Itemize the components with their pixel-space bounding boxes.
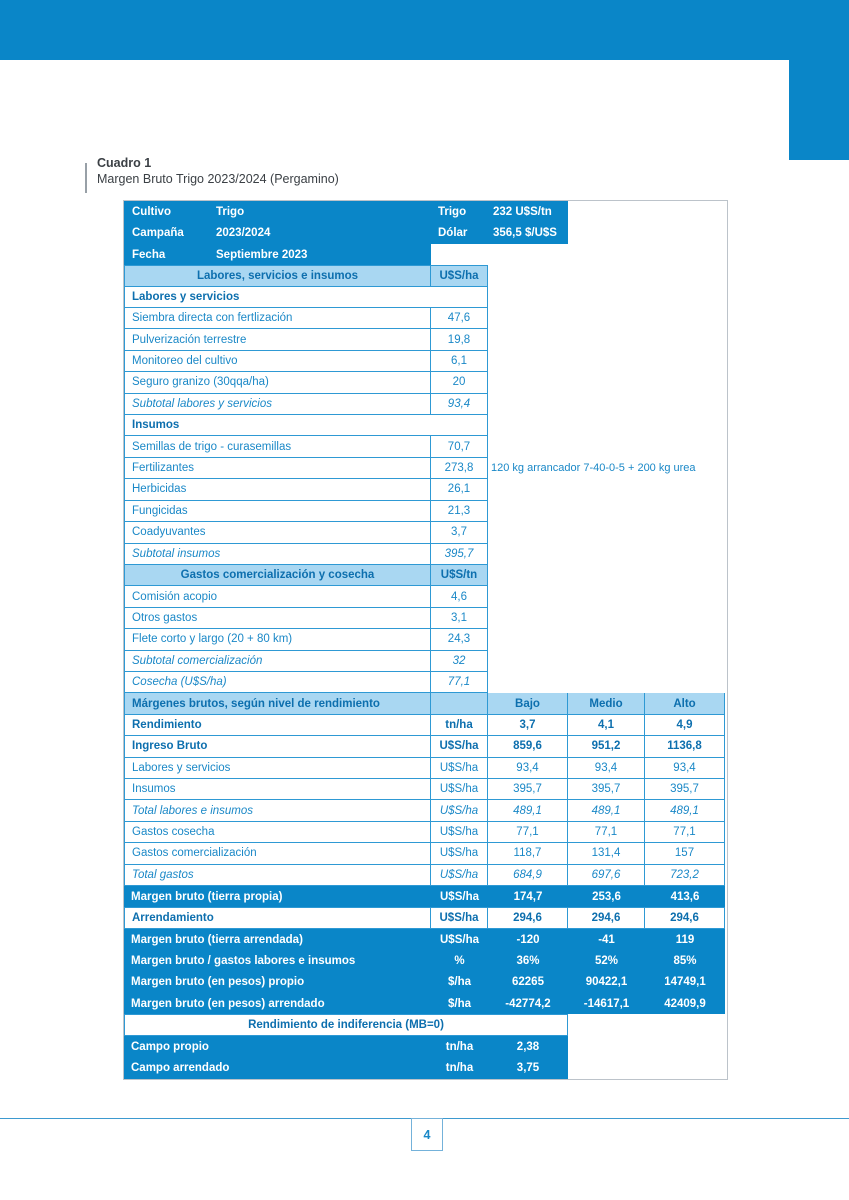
level-col-header: Alto — [645, 693, 725, 713]
cost-item-row — [124, 372, 488, 393]
margins-data-row — [124, 715, 725, 736]
margins-row-value: 253,6 — [592, 890, 621, 903]
margins-row-label: Gastos comercialización — [124, 843, 431, 863]
caption-rule — [85, 163, 87, 193]
info-right-label: Dólar — [438, 227, 468, 240]
cost-item-label: Pulverización terrestre — [124, 329, 431, 349]
margins-row-unit: $/ha — [447, 997, 471, 1010]
margins-row-unit: U$S/ha — [440, 933, 479, 946]
cost-item-label: Cosecha (U$S/ha) — [124, 672, 431, 692]
margins-row-value: 294,6 — [488, 908, 568, 927]
cost-item-label: Comisión acopio — [124, 586, 431, 606]
indifference-row-value: 3,75 — [516, 1061, 540, 1074]
margins-row-label: Gastos cosecha — [124, 822, 431, 842]
cost-item-label: Siembra directa con fertlización — [124, 308, 431, 328]
cost-item-row — [124, 308, 488, 329]
margins-row-unit: $/ha — [447, 976, 471, 989]
margins-row-value: 489,1 — [488, 800, 568, 820]
margins-header-label: Márgenes brutos, según nivel de rendimiento — [124, 693, 431, 713]
indifference-data-row — [124, 1057, 568, 1078]
info-label: Campaña — [132, 227, 184, 240]
margins-data-row — [124, 843, 725, 864]
info-value: 2023/2024 — [216, 227, 271, 240]
margins-row-label: Total gastos — [124, 865, 431, 885]
top-accent-band — [0, 0, 849, 60]
margins-data-row — [124, 800, 725, 821]
indifference-row-label: Campo arrendado — [131, 1061, 230, 1074]
section-header-row — [124, 565, 488, 586]
cost-item-row — [124, 586, 488, 607]
indifference-data-row — [124, 1036, 568, 1057]
info-label: Cultivo — [132, 205, 171, 218]
margins-row-value: 62265 — [512, 976, 544, 989]
margins-row-value: 119 — [675, 933, 695, 946]
margins-row-label: Total labores e insumos — [124, 800, 431, 820]
margins-row-unit: U$S/ha — [431, 758, 488, 778]
table-caption — [97, 155, 339, 187]
margins-row-value: 489,1 — [568, 800, 645, 820]
page-number-label: 4 — [423, 1127, 431, 1142]
margins-row-label: Labores y servicios — [124, 758, 431, 778]
cost-item-label: Fertilizantes — [124, 458, 431, 478]
margins-row-label: Insumos — [124, 779, 431, 799]
cost-item-label: Flete corto y largo (20 + 80 km) — [124, 629, 431, 649]
cost-item-label: Fungicidas — [124, 501, 431, 521]
cost-item-label: Otros gastos — [124, 608, 431, 628]
margins-row-value: 489,1 — [645, 800, 725, 820]
margins-highlight-row — [124, 993, 725, 1014]
margins-row-value: 52% — [594, 954, 619, 967]
margins-row-unit: U$S/ha — [431, 908, 488, 927]
indifference-header-label: Rendimiento de indiferencia (MB=0) — [124, 1015, 568, 1034]
cost-item-row — [124, 501, 488, 522]
indifference-row-value: 2,38 — [516, 1040, 540, 1053]
margins-row-value: 395,7 — [645, 779, 725, 799]
cost-item-value: 4,6 — [431, 586, 488, 606]
margins-row-value: 684,9 — [488, 865, 568, 885]
cost-item-label: Herbicidas — [124, 479, 431, 499]
info-right-value: 356,5 $/U$S — [493, 227, 557, 240]
page-number — [411, 1118, 443, 1151]
info-row — [124, 222, 568, 243]
margins-row-value: 14749,1 — [664, 976, 706, 989]
cost-item-value: 19,8 — [431, 329, 488, 349]
info-right-label: Trigo — [438, 205, 467, 218]
margins-row-value: 951,2 — [568, 736, 645, 756]
margins-row-value: 4,1 — [568, 715, 645, 735]
cost-item-value: 3,7 — [431, 522, 488, 542]
margins-row-value: 3,7 — [488, 715, 568, 735]
section-header-label: Gastos comercialización y cosecha — [124, 565, 431, 585]
margins-row-unit: U$S/ha — [431, 865, 488, 885]
margins-row-value: 294,6 — [645, 908, 725, 927]
margins-row-value: 36% — [516, 954, 540, 967]
cost-item-row — [124, 458, 696, 479]
caption-title: Margen Bruto Trigo 2023/2024 (Pergamino) — [97, 172, 339, 186]
margins-row-value: -42774,2 — [505, 997, 551, 1010]
cost-item-row — [124, 608, 488, 629]
margins-row-label: Margen bruto (tierra propia) — [131, 890, 283, 903]
cost-item-value: 26,1 — [431, 479, 488, 499]
info-label: Fecha — [132, 248, 166, 261]
caption-number: Cuadro 1 — [97, 156, 152, 170]
cost-item-row — [124, 651, 488, 672]
indifference-row-unit: tn/ha — [445, 1061, 474, 1074]
margins-data-row — [124, 822, 725, 843]
cost-item-value: 70,7 — [431, 436, 488, 456]
margins-row-unit: U$S/ha — [431, 779, 488, 799]
margins-row-label: Margen bruto / gastos labores e insumos — [131, 954, 356, 967]
cost-item-row — [124, 351, 488, 372]
cost-item-label: Seguro granizo (30qqa/ha) — [124, 372, 431, 392]
margins-row-label: Margen bruto (en pesos) arrendado — [131, 997, 325, 1010]
cost-item-value: 6,1 — [431, 351, 488, 371]
margins-highlight-row — [124, 929, 725, 950]
margins-row-value: 90422,1 — [585, 976, 628, 989]
margin-table — [123, 200, 728, 1080]
margins-row-value: 859,6 — [488, 736, 568, 756]
section-header-unit: U$S/ha — [431, 266, 488, 285]
cost-item-label: Coadyuvantes — [124, 522, 431, 542]
margins-header-row — [124, 693, 725, 714]
margins-row-value: 77,1 — [488, 822, 568, 842]
margins-row-value: 77,1 — [568, 822, 645, 842]
cost-item-row — [124, 394, 488, 415]
margins-row-value: 93,4 — [488, 758, 568, 778]
group-header-label: Insumos — [124, 415, 488, 435]
margins-data-row — [124, 865, 725, 886]
margins-row-unit: % — [454, 954, 465, 967]
margins-row-value: 77,1 — [645, 822, 725, 842]
group-header-row — [124, 287, 488, 308]
margins-row-value: 93,4 — [568, 758, 645, 778]
cost-item-value: 93,4 — [431, 394, 488, 414]
margins-data-row — [124, 736, 725, 757]
margins-data-row — [124, 779, 725, 800]
indifference-header-row — [124, 1014, 568, 1035]
margins-highlight-row — [124, 950, 725, 971]
margins-highlight-row — [124, 972, 725, 993]
level-col-header: Bajo — [488, 693, 568, 713]
margins-row-label: Margen bruto (tierra arrendada) — [131, 933, 303, 946]
margins-row-value: 413,6 — [670, 890, 700, 903]
cost-item-value: 3,1 — [431, 608, 488, 628]
cost-item-value: 395,7 — [431, 544, 488, 564]
margins-highlight-row — [124, 886, 725, 907]
cost-item-row — [124, 479, 488, 500]
cost-item-value: 77,1 — [431, 672, 488, 692]
cost-item-row — [124, 329, 488, 350]
margins-row-value: 697,6 — [568, 865, 645, 885]
cost-item-row — [124, 629, 488, 650]
margins-row-value: 4,9 — [645, 715, 725, 735]
margins-row-value: -41 — [598, 933, 615, 946]
indifference-row-unit: tn/ha — [445, 1040, 474, 1053]
cost-item-label: Subtotal comercialización — [124, 651, 431, 671]
margins-row-value: 395,7 — [488, 779, 568, 799]
margins-row-value: -14617,1 — [583, 997, 630, 1010]
cost-item-label: Monitoreo del cultivo — [124, 351, 431, 371]
margins-row-value: 723,2 — [645, 865, 725, 885]
info-row — [124, 201, 568, 222]
margins-row-value: -120 — [516, 933, 540, 946]
section-header-label: Labores, servicios e insumos — [124, 266, 431, 285]
top-right-accent-block — [789, 60, 849, 160]
cost-item-label: Subtotal labores y servicios — [124, 394, 431, 414]
cost-item-value: 24,3 — [431, 629, 488, 649]
margins-row-unit: tn/ha — [431, 715, 488, 735]
cost-item-label: Semillas de trigo - curasemillas — [124, 436, 431, 456]
margins-row-label: Margen bruto (en pesos) propio — [131, 976, 305, 989]
margins-row-label: Rendimiento — [124, 715, 431, 735]
margins-row-value: 131,4 — [568, 843, 645, 863]
cost-item-value: 47,6 — [431, 308, 488, 328]
level-col-header: Medio — [568, 693, 645, 713]
margins-row-value: 93,4 — [645, 758, 725, 778]
margins-row-label: Ingreso Bruto — [124, 736, 431, 756]
cost-item-row — [124, 436, 488, 457]
section-header-unit: U$S/tn — [431, 565, 488, 585]
cost-item-value: 273,8 — [431, 458, 488, 478]
cost-item-value: 20 — [431, 372, 488, 392]
margins-row-unit: U$S/ha — [431, 736, 488, 756]
margins-row-value: 157 — [645, 843, 725, 863]
margins-row-value: 294,6 — [568, 908, 645, 927]
info-row — [124, 244, 431, 265]
indifference-row-label: Campo propio — [131, 1040, 209, 1053]
info-value: Trigo — [216, 205, 245, 218]
margins-row-value: 85% — [673, 954, 697, 967]
info-right-value: 232 U$S/tn — [493, 205, 552, 218]
margins-row-unit: U$S/ha — [431, 843, 488, 863]
fertilizer-note: 120 kg arrancador 7-40-0-5 + 200 kg urea — [491, 462, 696, 475]
margins-row-value: 42409,9 — [664, 997, 706, 1010]
cost-item-label: Subtotal insumos — [124, 544, 431, 564]
margins-row-unit: U$S/ha — [440, 890, 479, 903]
section-header-row — [124, 265, 488, 286]
group-header-label: Labores y servicios — [124, 287, 488, 307]
info-value: Septiembre 2023 — [216, 248, 308, 261]
margins-row-unit: U$S/ha — [431, 800, 488, 820]
margins-row-value: 174,7 — [513, 890, 543, 903]
cost-item-row — [124, 672, 488, 693]
group-header-row — [124, 415, 488, 436]
margins-header-spacer — [431, 693, 488, 713]
cost-item-row — [124, 522, 488, 543]
cost-item-value: 32 — [431, 651, 488, 671]
cost-item-row — [124, 544, 488, 565]
cost-item-value: 21,3 — [431, 501, 488, 521]
margins-row-value: 118,7 — [488, 843, 568, 863]
margins-data-row — [124, 907, 725, 928]
margins-row-label: Arrendamiento — [124, 908, 431, 927]
margins-data-row — [124, 758, 725, 779]
margins-row-unit: U$S/ha — [431, 822, 488, 842]
margins-row-value: 395,7 — [568, 779, 645, 799]
margins-row-value: 1136,8 — [645, 736, 725, 756]
